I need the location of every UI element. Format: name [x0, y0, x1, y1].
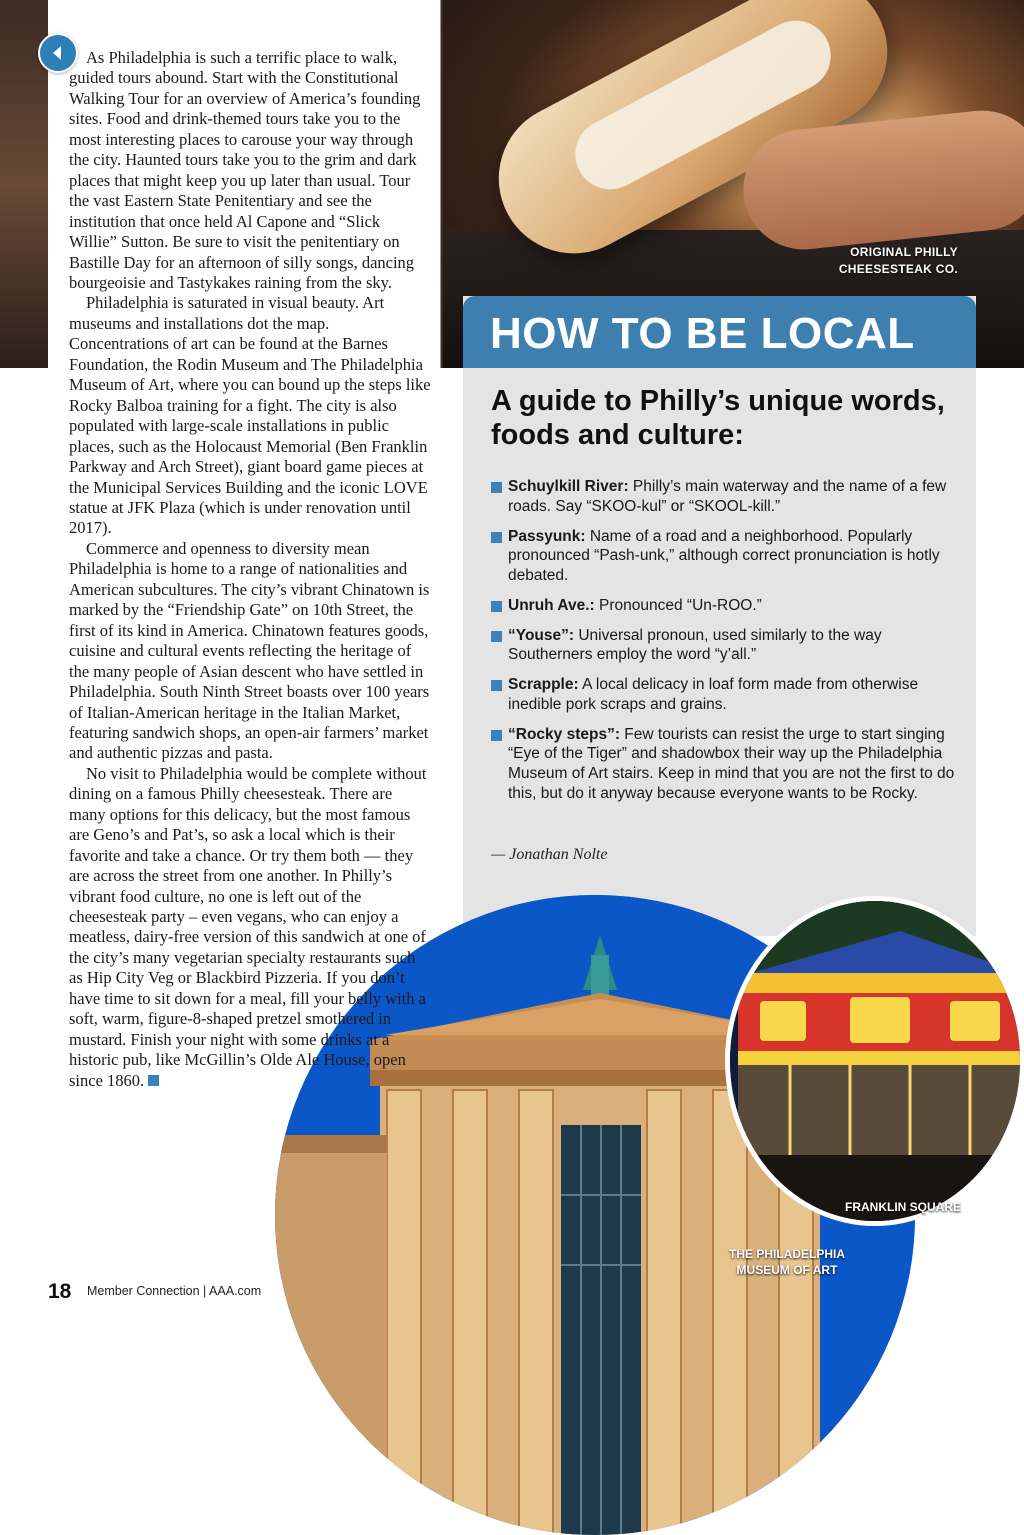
carousel-photo [725, 896, 1024, 1226]
bullet-square-icon [491, 631, 502, 642]
end-square-icon [148, 1075, 159, 1086]
glossary-definition: A local delicacy in loaf form made from otherwise inedible pork scraps and grains. [508, 676, 919, 713]
glossary-definition: Pronounced “Un-ROO.” [599, 596, 762, 614]
museum-photo-credit [722, 1246, 852, 1278]
glossary-item [491, 675, 959, 714]
glossary-item [491, 477, 959, 516]
credit-line: MUSEUM OF ART [736, 1263, 838, 1277]
glossary-definition: Name of a road and a neighborhood. Popularly pronounced “Pash-unk,” although correct pronunciation is hotly debated. [508, 527, 940, 584]
glossary-item [491, 725, 959, 803]
article-paragraph-text: No visit to Philadelphia would be complete without dining on a famous Philly cheesesteak. There are many options for this delicacy, but the most famous are Geno’s and Pat’s, so ask a local which is their favorite and take a chance. Or try them both — they are across the street from one another. In Philly’s vibrant food culture, no one is left out of the cheesesteak party – even vegans, who can enjoy a meatless, dairy-free version of this sandwich at one of the city’s many vegetarian specialty restaurants such as Hip City Veg or Blackbird Pizzeria. If you don’t have time to sit down for a meal, fill your belly with a soft, warm, figure-8-shaped pretzel smothered in mustard. Finish your night with some drinks at a historic pub, like McGillin’s Olde Ale House, open since 1860. [69, 763, 427, 1090]
glossary-term: “Youse”: [508, 626, 575, 644]
bullet-square-icon [491, 601, 502, 612]
cheesesteak-photo-credit [839, 244, 958, 278]
byline: — Jonathan Nolte [491, 846, 608, 863]
article-body [69, 48, 431, 1091]
glossary-definition: Philly’s main waterway and the name of a few roads. Say “SKOO-kul” or “SKOOL-kill.” [508, 478, 947, 515]
article-paragraph [69, 764, 431, 1091]
bullet-square-icon [491, 532, 502, 543]
carousel-illustration [730, 901, 1024, 1226]
glossary-term: Unruh Ave.: [508, 596, 595, 614]
publication-footer: Member Connection | AAA.com [87, 1284, 262, 1298]
page-number: 18 [48, 1280, 72, 1303]
glossary-item [491, 596, 959, 616]
article-paragraph: Commerce and openness to diversity mean Philadelphia is home to a range of nationalities and American subcultures. The city’s vibrant Chinatown is marked by the “Friendship Gate” on 10th Street, the first of its kind in America. Chinatown features goods, cuisine and cultural events reflecting the heritage of the many people of Asian descent who have settled in Philadelphia. South Ninth Street boasts over 100 years of Italian-American heritage in the Italian Market, featuring sandwich shops, an open-air farmers’ market and authentic pizzas and pasta. [69, 538, 430, 763]
carousel-photo-credit: FRANKLIN SQUARE [845, 1200, 961, 1214]
sidebar-subtitle: A guide to Philly’s unique words, foods and culture: [491, 385, 945, 451]
glossary-term: “Rocky steps”: [508, 725, 620, 743]
credit-line: THE PHILADELPHIA [728, 1247, 845, 1261]
glossary-item [491, 527, 959, 586]
glossary-list [491, 477, 959, 814]
article-paragraph: As Philadelphia is such a terrific place to walk, guided tours abound. Start with the Constitutional Walking Tour for an overview of America’s founding sites. Food and drink-themed tours take you to the most interesting places to carouse your way through the city. Haunted tours take you to the grim and dark places that might keep you up later than usual. Tour the vast Eastern State Penitentiary and see the institution that once held Al Capone and “Slick Willie” Sutton. Be sure to visit the penitentiary on Bastille Day for an afternoon of silly songs, dancing bourgeoisie and Tastykakes raining from the sky. [69, 48, 421, 292]
bullet-square-icon [491, 482, 502, 493]
credit-line: ORIGINAL PHILLY [850, 245, 958, 259]
article-paragraph: Philadelphia is saturated in visual beauty. Art museums and installations dot the map. Concentrations of art can be found at the Barnes Foundation, the Rodin Museum and The Philadelphia Museum of Art, where you can bound up the steps like Rocky Balboa training for a fight. The city is also populated with large-scale installations in public places, such as the Holocaust Memorial (Ben Franklin Parkway and Arch Street), giant board game pieces at the Municipal Services Building and the iconic LOVE statue at JFK Plaza (which is under renovation until 2017). [69, 293, 431, 538]
glossary-definition: Few tourists can resist the urge to start singing “Eye of the Tiger” and shadowbox their way up the Philadelphia Museum of Art stairs. Keep in mind that you are not the first to do this, but do it anyway because everyone wants to be Rocky. [508, 725, 955, 802]
bullet-square-icon [491, 680, 502, 691]
sidebar-title: HOW TO BE LOCAL [490, 309, 915, 358]
glossary-item [491, 626, 959, 665]
glossary-term: Schuylkill River: [508, 478, 629, 495]
credit-line: CHEESESTEAK CO. [838, 262, 958, 276]
glossary-term: Scrapple: [508, 676, 579, 694]
glossary-definition: Universal pronoun, used similarly to the way Southerners employ the word “y’all.” [508, 626, 882, 664]
bullet-square-icon [491, 730, 502, 741]
glossary-term: Passyunk: [508, 527, 586, 545]
back-arrow-glyph [51, 45, 63, 61]
